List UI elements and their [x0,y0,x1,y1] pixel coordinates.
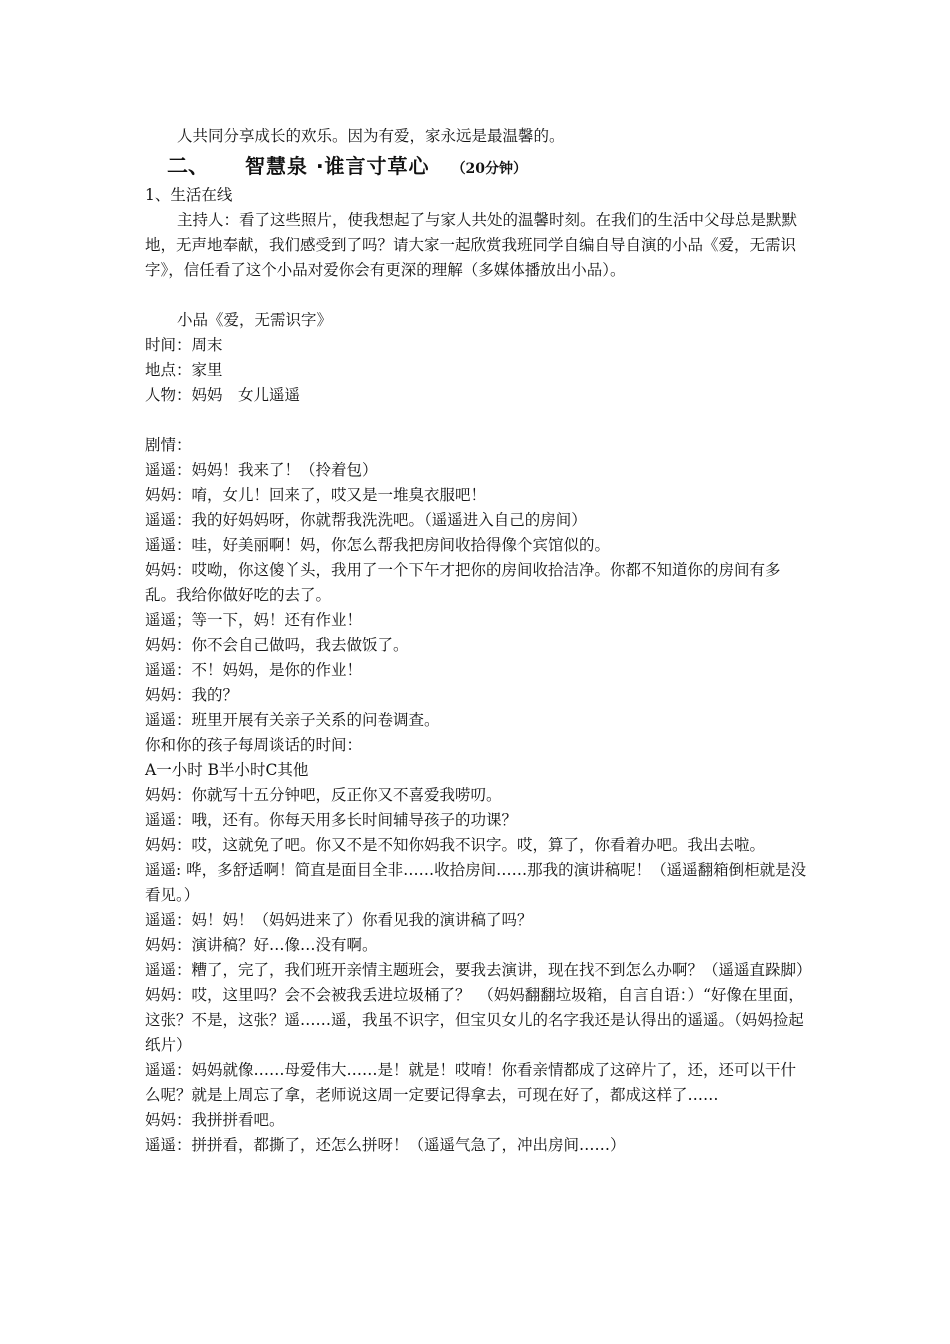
section-number: 二、 [167,154,209,178]
dialogue-line: 遥遥: 哗，多舒适啊！简直是面目全非……收拾房间……那我的演讲稿呢！（遥遥翻箱倒柜就是没看见。） [145,861,807,904]
blank-line [145,408,810,433]
dialogue-line: 妈妈：哎呦，你这傻丫头，我用了一个下午才把你的房间收拾洁净。你都不知道你的房间有多乱。我给你做好吃的去了。 [145,561,781,604]
dialogue-line: 遥遥；等一下，妈！还有作业！ [145,611,363,629]
dialogue-line: 遥遥：不！妈妈，是你的作业！ [145,661,363,679]
characters-line: 人物：妈妈 女儿遥遥 [145,386,301,404]
dialogue-line: 遥遥：我的好妈妈呀，你就帮我洗洗吧。（遥遥进入自己的房间） [145,511,587,529]
dialogue-line: 妈妈：我拼拼看吧。 [145,1111,285,1129]
blank-line [145,283,810,308]
dialogue-line: 遥遥：妈！妈！（妈妈进来了）你看见我的演讲稿了吗？ [145,911,533,929]
dialogue-line: 妈妈：哎，这里吗？会不会被我丢进垃圾桶了？ （妈妈翻翻垃圾箱，自言自语：）“好像在里面，这张？不是，这张？遥……遥，我虽不识字，但宝贝女儿的名字我还是认得出的遥遥。（妈妈捡起纸片） [145,986,804,1054]
dialogue-line: 妈妈：哎，这就免了吧。你又不是不知你妈我不识字。哎，算了，你看着办吧。我出去啦。 [145,836,766,854]
dialogue-line: 遥遥：哇，好美丽啊！妈，你怎么帮我把房间收拾得像个宾馆似的。 [145,536,611,554]
dialogue-line: A一小时 B半小时C其他 [145,761,309,779]
plot-label: 剧情： [145,436,192,454]
section-title: 智慧泉 ·谁言寸草心 [245,154,430,178]
section-heading [167,149,810,183]
intro-line: 人共同分享成长的欢乐。因为有爱，家永远是最温馨的。 [177,127,565,145]
subheading: 1、生活在线 [145,186,233,204]
dialogue-line: 妈妈：你不会自己做吗，我去做饭了。 [145,636,409,654]
dialogue-line: 遥遥：班里开展有关亲子关系的问卷调查。 [145,711,440,729]
place-line: 地点：家里 [145,361,223,379]
dialogue-line: 遥遥：妈妈就像……母爱伟大……是！就是！哎唷！你看亲情都成了这碎片了，还，还可以干什么呢？就是上周忘了拿，老师说这周一定要记得拿去，可现在好了，都成这样了…… [145,1061,797,1104]
dialogue-line: 遥遥：哦，还有。你每天用多长时间辅导孩子的功课？ [145,811,518,829]
section-duration: （20分钟） [451,161,528,177]
document-body [145,124,810,1158]
dialogue-line: 妈妈：演讲稿？好…像…没有啊。 [145,936,378,954]
dialogue-line: 遥遥：拼拼看，都撕了，还怎么拼呀！（遥遥气急了，冲出房间……） [145,1136,626,1154]
dialogue-line: 妈妈：我的？ [145,686,239,704]
dialogue-line: 遥遥：妈妈！我来了！（拎着包） [145,461,378,479]
dialogue-line: 你和你的孩子每周谈话的时间： [145,736,363,754]
dialogue-line: 妈妈：唷，女儿！回来了，哎又是一堆臭衣服吧！ [145,486,487,504]
dialogue-line: 遥遥：糟了，完了，我们班开亲情主题班会，要我去演讲，现在找不到怎么办啊？（遥遥直跺脚） [145,961,812,979]
sketch-title: 小品《爱，无需识字》 [177,311,333,329]
time-line: 时间：周末 [145,336,223,354]
dialogue-line: 妈妈：你就写十五分钟吧，反正你又不喜爱我唠叨。 [145,786,502,804]
host-paragraph: 主持人：看了这些照片，使我想起了与家人共处的温馨时刻。在我们的生活中父母总是默默地，无声地奉献，我们感受到了吗？请大家一起欣赏我班同学自编自导自演的小品《爱，无需识字》，信任看了这个小品对爱你会有更深的理解（多媒体播放出小品）。 [145,211,798,279]
dialogue-list [145,458,810,1158]
